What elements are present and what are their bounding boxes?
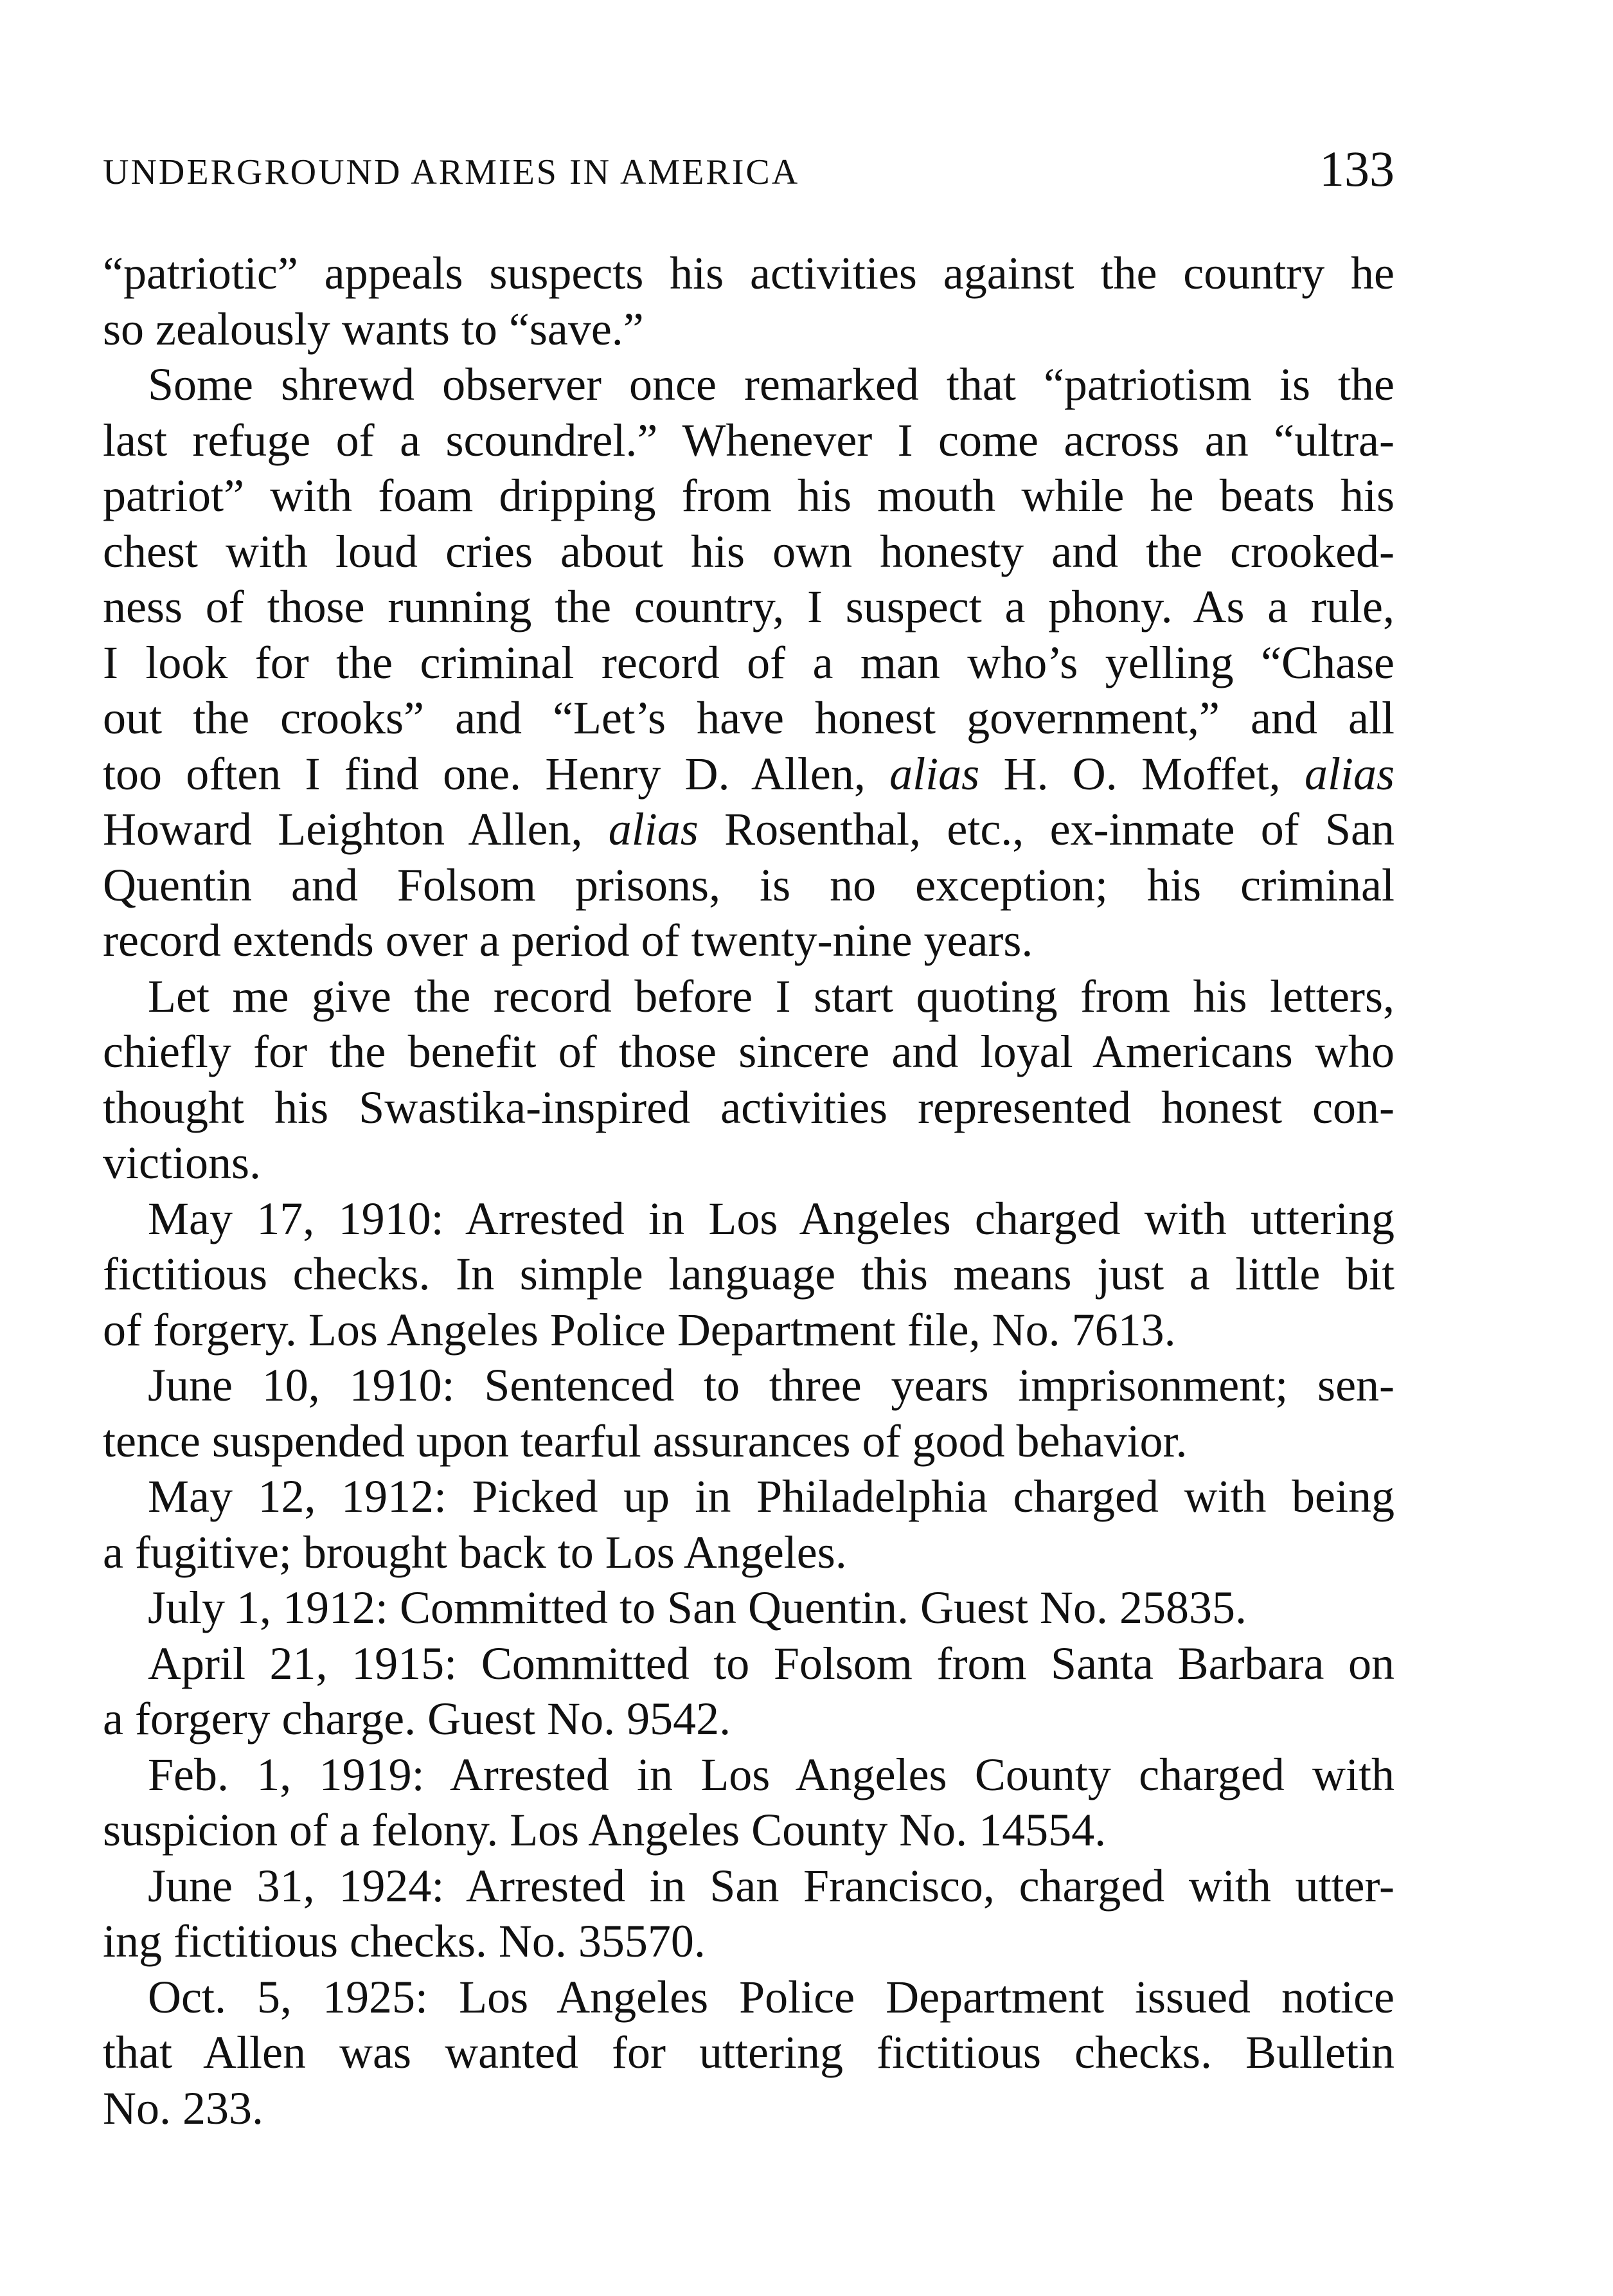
text-run: H. O. Moffet,: [979, 748, 1305, 800]
text-line: June 31, 1924: Arrested in San Francisco, charged with utter-: [148, 1860, 1395, 1912]
italic-word: alias: [608, 803, 699, 855]
text-line: July 1, 1912: Committed to San Quentin. Guest No. 25835.: [148, 1582, 1247, 1633]
text-line: [103, 802, 1395, 857]
text-line: last refuge of a scoundrel.” Whenever I come across an “ultra-: [103, 414, 1395, 466]
page-number: 133: [1319, 141, 1395, 197]
text-line: Feb. 1, 1919: Arrested in Los Angeles County charged with: [148, 1748, 1395, 1800]
text-line: that Allen was wanted for uttering fictitious checks. Bulletin: [103, 2027, 1395, 2078]
text-line: ing fictitious checks. No. 35570.: [103, 1915, 706, 1967]
text-line: Let me give the record before I start quoting from his letters,: [148, 970, 1395, 1022]
text-line: “patriotic” appeals suspects his activities against the country he: [103, 247, 1395, 299]
text-line: Quentin and Folsom prisons, is no exception; his criminal: [103, 859, 1395, 911]
text-line: record extends over a period of twenty-nine years.: [103, 915, 1033, 966]
text-line: [103, 746, 1395, 802]
text-line: Oct. 5, 1925: Los Angeles Police Department issued notice: [148, 1971, 1395, 2023]
text-line: April 21, 1915: Committed to Folsom from Santa Barbara on: [148, 1637, 1395, 1689]
italic-word: alias: [1304, 748, 1395, 800]
text-line: May 12, 1912: Picked up in Philadelphia charged with being: [148, 1471, 1395, 1522]
text-line: of forgery. Los Angeles Police Department file, No. 7613.: [103, 1304, 1176, 1356]
text-run: too often I find one. Henry D. Allen,: [103, 748, 890, 800]
text-line: out the crooks” and “Let’s have honest government,” and all: [103, 692, 1395, 744]
text-line: patriot” with foam dripping from his mouth while he beats his: [103, 470, 1395, 521]
text-line: Some shrewd observer once remarked that “patriotism is the: [148, 359, 1395, 410]
body-text: [103, 246, 1395, 2136]
text-line: a forgery charge. Guest No. 9542.: [103, 1693, 731, 1744]
text-line: tence suspended upon tearful assurances of good behavior.: [103, 1415, 1188, 1467]
text-line: May 17, 1910: Arrested in Los Angeles charged with uttering: [148, 1192, 1395, 1244]
text-run: Rosenthal, etc., ex-inmate of San: [698, 803, 1395, 855]
running-title: UNDERGROUND ARMIES IN AMERICA: [103, 152, 800, 192]
text-line: June 10, 1910: Sentenced to three years imprisonment; sen-: [148, 1359, 1395, 1411]
text-line: chest with loud cries about his own honesty and the crooked-: [103, 525, 1395, 577]
italic-word: alias: [889, 748, 980, 800]
running-head: [103, 140, 1395, 198]
text-line: a fugitive; brought back to Los Angeles.: [103, 1526, 847, 1578]
text-line: fictitious checks. In simple language this means just a little bit: [103, 1248, 1395, 1300]
text-line: No. 233.: [103, 2082, 263, 2134]
text-run: Howard Leighton Allen,: [103, 803, 609, 855]
text-line: ness of those running the country, I suspect a phony. As a rule,: [103, 581, 1395, 632]
text-line: suspicion of a felony. Los Angeles County No. 14554.: [103, 1804, 1107, 1856]
text-line: thought his Swastika-inspired activities represented honest con-: [103, 1081, 1395, 1133]
text-line: victions.: [103, 1137, 261, 1188]
text-line: chiefly for the benefit of those sincere and loyal Americans who: [103, 1026, 1395, 1077]
text-line: I look for the criminal record of a man who’s yelling “Chase: [103, 636, 1395, 688]
text-line: so zealously wants to “save.”: [103, 303, 644, 355]
